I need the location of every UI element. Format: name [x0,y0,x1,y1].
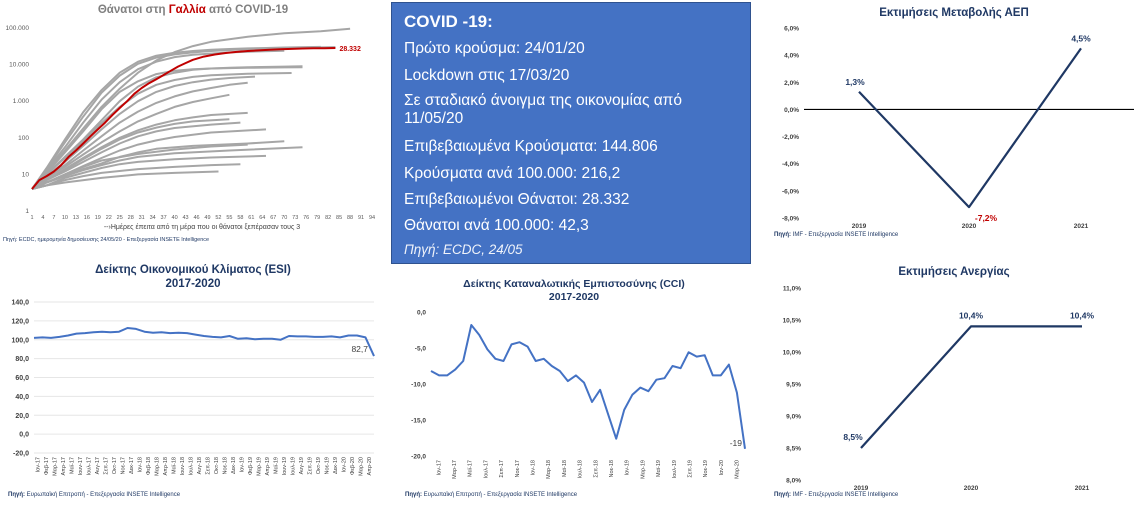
esi-x-tick-label: Αυγ-19 [299,457,306,475]
deaths-x-tick-label: 10 [61,215,68,221]
esi-x-tick-label: Ιουν-17 [78,457,85,476]
covid-info-lockdown: Lockdown στις 17/03/20 [404,67,570,84]
esi-x-tick-label: Ιαν-20 [341,457,348,473]
unemp-x-tick-label: 2019 [853,485,869,492]
cci-x-tick-label: Μαρ-18 [546,460,553,479]
deaths-x-tick-label: 55 [226,215,233,221]
esi-x-tick-label: Ιαν-18 [137,457,144,473]
deaths-x-tick-label: 64 [259,215,266,221]
covid-info-deaths-per-100k: Θάνατοι ανά 100.000: 42,3 [404,217,589,234]
unemp-y-tick-label: 8,5% [786,445,801,453]
esi-x-tick-label: Μαρ-20 [358,457,365,476]
cci-x-tick-label: Ιουλ-17 [483,460,490,479]
gdp-source-label: Πηγή: [774,232,791,238]
esi-x-tick-label: Ιουλ-17 [86,457,93,476]
cci-source-text: Ευρωπαϊκή Επιτροπή - Επεξεργασία INSETE Intelligence [422,492,578,498]
cci-x-tick-label: Ιαν-19 [624,460,631,476]
esi-x-tick-label: Μαρ-17 [52,457,59,476]
deaths-y-tick-label: 100 [18,134,29,142]
gdp-y-tick-label: 6,0% [784,25,799,33]
esi-chart-source [8,492,180,498]
deaths-x-tick-label: 43 [182,215,189,221]
esi-x-tick-label: Φεβ-19 [248,457,255,475]
deaths-x-tick-label: 73 [292,215,299,221]
esi-x-tick-label: Μαϊ-19 [273,457,280,474]
cci-chart-title: Δείκτης Καταναλωτικής Εμπιστοσύνης (CCI) [463,278,685,290]
gdp-chart-title: Εκτιμήσεις Μεταβολής ΑΕΠ [879,7,1029,19]
esi-y-tick-label: 20,0 [15,412,29,420]
covid-info-first-case: Πρώτο κρούσμα: 24/01/20 [404,40,585,57]
esi-x-tick-label: Φεβ-20 [350,457,357,475]
covid-info-deaths: Επιβεβαιωμένοι Θάνατοι: 28.332 [404,191,630,208]
gdp-x-tick-label: 2020 [961,223,977,230]
unemployment-chart-svg [764,258,1144,506]
esi-y-tick-label: 60,0 [15,375,29,382]
esi-x-tick-label: Σεπ-18 [205,457,212,475]
cci-y-tick-label: -20,0 [411,453,426,461]
deaths-x-tick-label: 76 [303,215,310,221]
unemp-data-label: 10,4% [1069,310,1095,321]
gdp-y-tick-label: 0,0% [784,106,799,114]
deaths-y-tick-label: 1 [25,208,29,215]
esi-x-tick-label: Σεπ-17 [103,457,110,475]
esi-x-tick-label: Δεκ-17 [129,457,136,474]
cci-x-tick-label: Μαρ-17 [452,460,459,479]
esi-x-tick-label: Οκτ-19 [316,457,323,475]
esi-x-tick-label: Ιουν-19 [282,457,289,476]
deaths-x-tick-label: 46 [193,215,200,221]
cci-x-tick-label: Ιαν-17 [436,460,443,476]
deaths-x-tick-label: 40 [171,215,178,221]
deaths-x-tick-label: 70 [281,215,288,221]
cci-x-tick-label: Νοε-18 [609,460,616,478]
gdp-chart-panel [764,0,1144,250]
deaths-title-before: Θάνατοι στη [97,4,169,16]
esi-y-tick-label: 100,0 [11,337,29,345]
esi-x-tick-label: Απρ-18 [163,457,170,476]
gdp-x-tick-label: 2019 [851,223,867,230]
gdp-chart-source [774,232,898,238]
deaths-x-tick-label: 37 [160,215,167,221]
gdp-data-label: 4,5% [1071,33,1091,44]
deaths-y-tick-label: 10 [21,171,29,179]
esi-x-tick-label: Αυγ-18 [197,457,204,475]
cci-x-tick-label: Μαρ-19 [640,460,647,479]
esi-x-tick-label: Μαϊ-17 [69,457,76,474]
esi-x-tick-label: Φεβ-18 [146,457,153,475]
cci-chart-svg [393,272,755,506]
deaths-x-tick-label: 94 [368,215,376,221]
esi-x-tick-label: Μαϊ-18 [171,457,178,474]
deaths-x-tick-label: 85 [336,215,343,221]
deaths-chart-source: Πηγή: ECDC, ημερομηνία δημοσίευσης 24/05/20 - Επεξεργασία INSETE Intelligence [3,237,210,243]
covid-info-cases-per-100k: Κρούσματα ανά 100.000: 216,2 [404,165,621,182]
cci-chart-source [405,492,577,498]
cci-x-tick-label: Νοε-19 [703,460,710,478]
gdp-y-tick-label: 4,0% [784,52,799,60]
esi-x-tick-label: Απρ-17 [61,457,68,476]
covid-info-source: Πηγή: ECDC, 24/05 [404,242,523,257]
deaths-x-tick-label: 13 [72,215,79,221]
cci-chart-panel [393,272,755,506]
cci-x-tick-label: Μαϊ-17 [467,460,474,477]
unemp-source-text: IMF - Επεξεργασία INSETE Intelligence [791,492,899,498]
deaths-france-end-label: 28.332 [339,46,361,54]
unemp-x-tick-label: 2021 [1074,485,1090,492]
deaths-chart-svg [0,0,386,250]
esi-x-tick-label: Οκτ-17 [112,457,119,475]
deaths-x-axis-title: --›Ημέρες έπειτα από τη μέρα που οι θάνατοι ξεπέρασαν τους 3 [103,224,301,231]
esi-x-tick-label: Αυγ-17 [95,457,102,475]
esi-x-tick-label: Δεκ-18 [231,457,238,474]
deaths-x-tick-label: 67 [270,215,277,221]
cci-x-tick-label: Ιουλ-19 [671,460,678,479]
deaths-y-tick-label: 10.000 [9,61,29,69]
deaths-y-tick-label: 1.000 [12,98,29,106]
cci-x-tick-label: Ιαν-18 [530,460,537,476]
unemp-y-tick-label: 8,0% [786,477,801,485]
esi-x-tick-label: Ιουλ-18 [188,457,195,476]
gdp-data-label: 1,3% [845,76,865,87]
esi-y-tick-label: 140,0 [11,299,29,307]
esi-chart-panel [0,258,386,506]
unemp-y-tick-label: 10,0% [782,349,801,357]
unemp-y-tick-label: 10,5% [782,317,801,325]
esi-y-tick-label: 40,0 [15,393,29,401]
cci-y-tick-label: -10,0 [411,381,426,389]
unemployment-chart-title: Εκτιμήσεις Ανεργίας [898,266,1010,278]
deaths-x-tick-label: 7 [52,215,56,221]
esi-chart-title: Δείκτης Οικονομικού Κλίματος (ESI) [95,264,291,276]
cci-y-tick-label: -15,0 [411,417,426,425]
cci-x-tick-label: Σεπ-19 [687,460,694,478]
deaths-title-after: από COVID-19 [205,4,289,16]
deaths-x-tick-label: 1 [30,215,34,221]
unemp-source-label: Πηγή: [774,492,791,498]
deaths-x-tick-label: 22 [105,215,112,221]
deaths-x-tick-label: 79 [314,215,321,221]
gdp-y-tick-label: 2,0% [784,79,799,87]
cci-x-tick-label: Μαρ-20 [734,460,741,479]
cci-x-tick-label: Ιαν-20 [718,460,725,476]
unemp-data-label: 8,5% [843,432,863,442]
unemp-series-line [861,326,1082,448]
gdp-y-tick-label: -4,0% [782,161,799,169]
deaths-chart-panel [0,0,386,250]
esi-chart-subtitle: 2017-2020 [165,278,221,290]
cci-y-tick-label: 0,0 [416,309,426,317]
deaths-x-tick-label: 52 [215,215,222,221]
deaths-x-tick-label: 34 [149,215,156,221]
covid-info-cases: Επιβεβαιωμένα Κρούσματα: 144.806 [404,138,658,155]
gdp-series-line [859,48,1081,207]
deaths-x-tick-label: 61 [248,215,255,221]
deaths-x-tick-label: 28 [127,215,134,221]
cci-chart-subtitle: 2017-2020 [548,291,600,303]
esi-x-tick-label: Οκτ-18 [214,457,221,475]
cci-series-line [431,325,745,449]
unemp-data-label: 10,4% [958,310,984,321]
esi-source-text: Ευρωπαϊκή Επιτροπή - Επεξεργασία INSETE Intelligence [25,492,181,498]
esi-x-tick-label: Νοε-19 [324,457,331,475]
gdp-y-tick-label: -8,0% [782,215,799,223]
gdp-data-label: -7,2% [974,213,998,224]
deaths-x-tick-label: 49 [204,215,211,221]
esi-source-label: Πηγή: [8,492,25,498]
esi-x-tick-label: Σεπ-19 [307,457,314,475]
esi-x-tick-label: Φεβ-17 [44,457,51,475]
unemp-y-tick-label: 11,0% [782,285,801,293]
deaths-x-tick-label: 91 [357,215,365,221]
cci-x-tick-label: Σεπ-18 [593,460,600,478]
esi-y-tick-label: 0,0 [19,431,29,439]
deaths-x-tick-label: 82 [325,215,332,221]
covid-info-panel [391,2,751,264]
deaths-x-tick-label: 31 [138,215,145,221]
unemployment-chart-source [774,492,898,498]
cci-x-tick-label: Μαϊ-19 [656,460,663,477]
covid-info-reopening: Σε σταδιακό άνοιγμα της οικονομίας από 11/05/20 [404,92,682,127]
unemp-y-tick-label: 9,0% [786,413,801,421]
esi-y-tick-label: 120,0 [11,318,29,326]
gdp-source-text: IMF - Επεξεργασία INSETE Intelligence [791,232,899,238]
esi-x-tick-label: Ιαν-19 [239,457,246,473]
unemp-y-tick-label: 9,5% [786,381,801,389]
esi-x-tick-label: Νοε-17 [120,457,127,475]
esi-x-tick-label: Δεκ-19 [333,457,340,474]
deaths-x-tick-label: 19 [94,215,101,221]
esi-chart-svg [0,258,386,506]
esi-x-tick-label: Μαρ-19 [256,457,263,476]
cci-end-label: -19 [729,437,742,448]
esi-x-tick-label: Απρ-20 [367,457,374,476]
gdp-y-tick-label: -6,0% [782,188,799,196]
cci-x-tick-label: Μαϊ-18 [561,460,568,477]
esi-y-tick-label: -20,0 [13,450,29,458]
esi-end-label: 82,7 [351,344,368,355]
deaths-title-highlight: Γαλλία [168,4,206,16]
cci-x-tick-label: Ιουλ-18 [577,460,584,479]
esi-y-tick-label: 80,0 [15,356,29,364]
deaths-x-tick-label: 58 [237,215,244,221]
gdp-chart-svg [764,0,1144,250]
esi-x-tick-label: Νοε-18 [222,457,229,475]
esi-x-tick-label: Μαρ-18 [154,457,161,476]
deaths-y-tick-label: 100.000 [5,25,29,32]
gdp-y-tick-label: -2,0% [782,134,799,142]
cci-x-tick-label: Σεπ-17 [499,460,506,478]
esi-x-tick-label: Απρ-19 [265,457,272,476]
esi-x-tick-label: Ιουν-18 [180,457,187,476]
cci-y-tick-label: -5,0 [414,345,426,353]
deaths-x-tick-label: 4 [41,215,45,221]
cci-source-label: Πηγή: [405,492,422,498]
covid-info-title: COVID -19: [404,12,493,31]
esi-x-tick-label: Ιαν-17 [35,457,42,473]
deaths-x-tick-label: 88 [347,215,354,221]
deaths-x-tick-label: 16 [83,215,90,221]
unemp-x-tick-label: 2020 [963,485,979,492]
cci-x-tick-label: Νοε-17 [514,460,521,478]
deaths-x-tick-label: 25 [116,215,123,221]
gdp-x-tick-label: 2021 [1073,223,1089,230]
esi-x-tick-label: Ιουλ-19 [290,457,297,476]
unemployment-chart-panel [764,258,1144,506]
esi-series-line [34,328,374,356]
